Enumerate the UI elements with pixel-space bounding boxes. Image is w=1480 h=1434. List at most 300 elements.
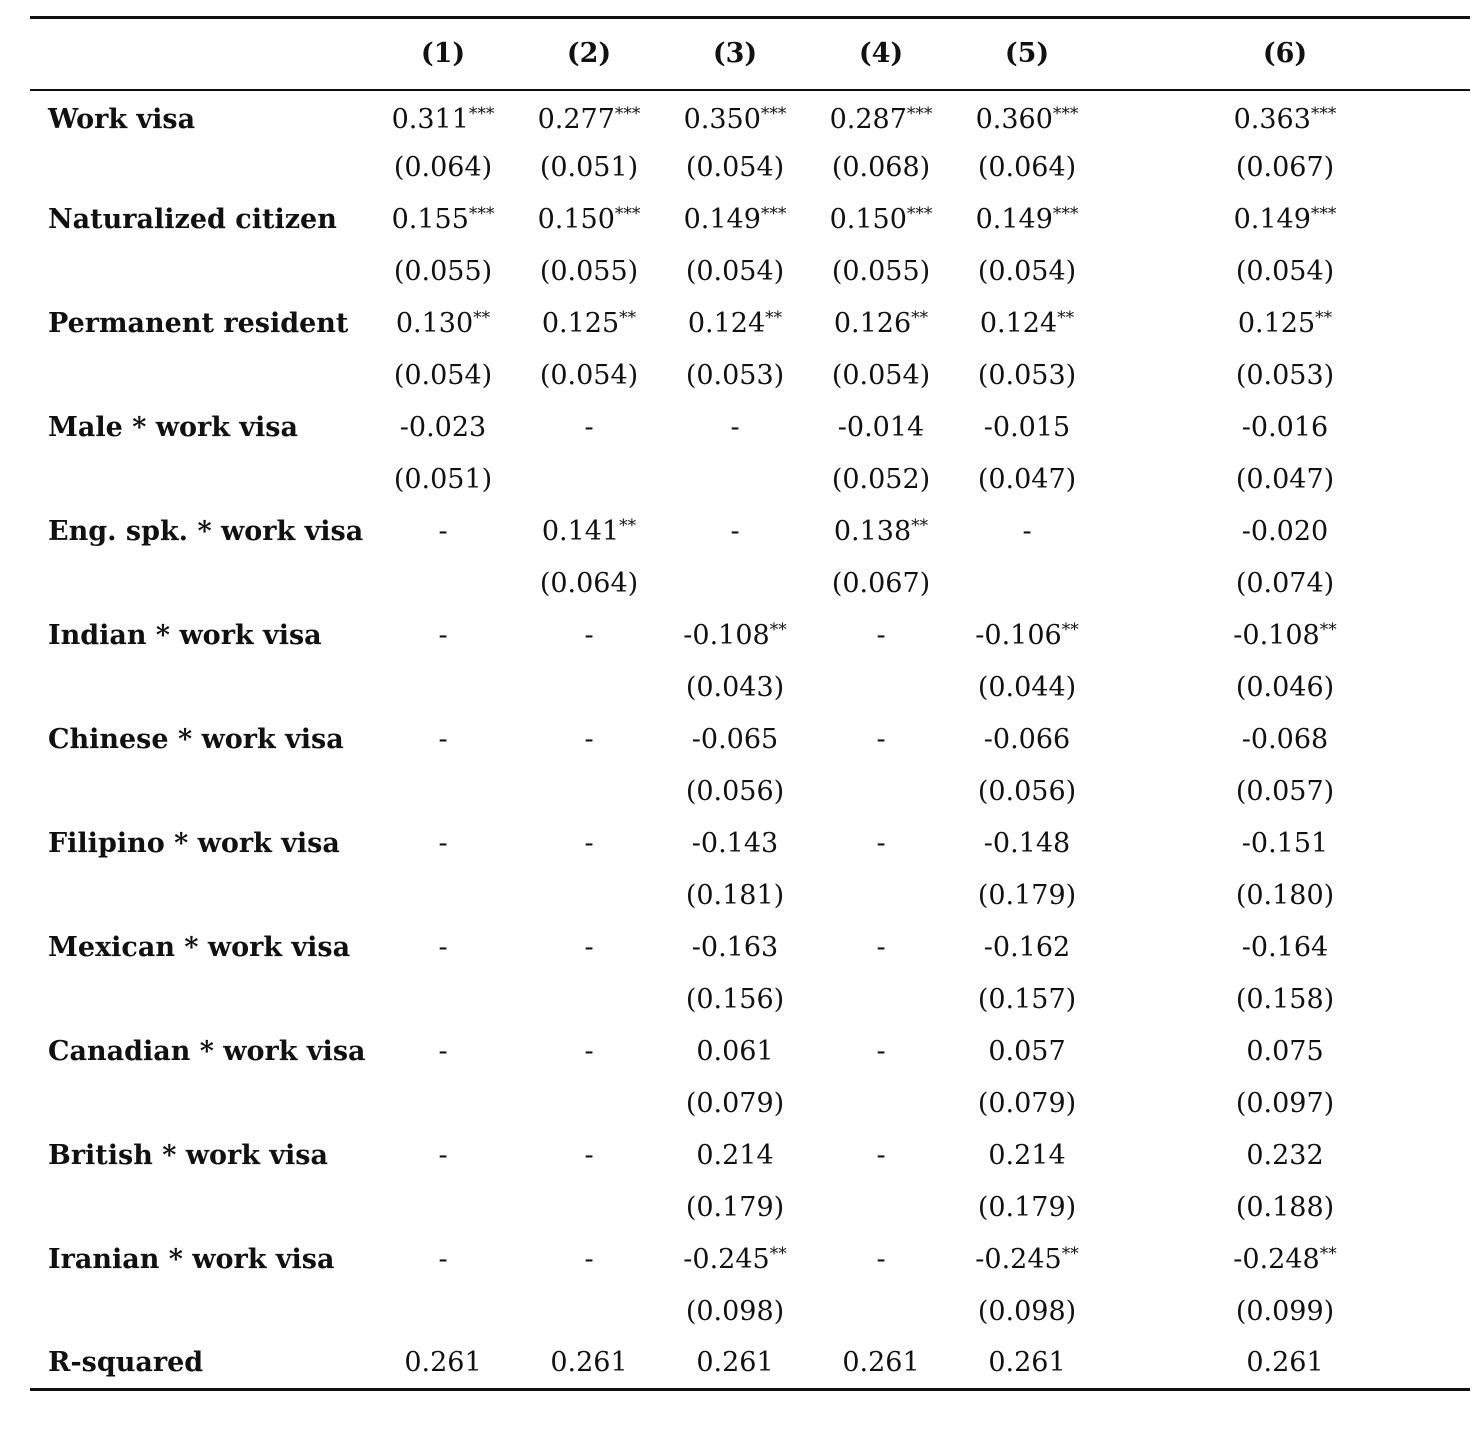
coefficient-cell [516, 298, 662, 350]
coef-row-naturalized-citizen [30, 194, 1470, 246]
row-label: Mexican * work visa [48, 932, 351, 963]
standard-error-cell [662, 558, 808, 610]
coefficient-cell [808, 90, 954, 142]
coefficient-value: 0.311 [391, 103, 469, 135]
standard-error-cell [516, 1182, 662, 1234]
coefficient-value: - [730, 412, 740, 443]
significance-stars: ** [473, 308, 491, 328]
coefficient-cell [954, 298, 1100, 350]
table-body [30, 90, 1470, 1390]
standard-error-cell: (0.157) [977, 984, 1077, 1015]
se-row-mexican-work-visa [30, 974, 1470, 1026]
coefficient-cell [370, 818, 516, 870]
significance-stars: *** [1052, 204, 1079, 224]
se-row-eng-spk-work-visa [30, 558, 1470, 610]
significance-stars: *** [906, 103, 933, 124]
standard-error-cell: (0.046) [1235, 672, 1335, 703]
coefficient-value: 0.130 [395, 308, 474, 339]
standard-error-cell: (0.052) [831, 464, 931, 495]
standard-error-cell: (0.054) [977, 256, 1077, 287]
coefficient-value: -0.164 [1241, 932, 1329, 963]
se-row-spacer [30, 142, 370, 194]
standard-error-cell [516, 454, 662, 506]
significance-stars: ** [1061, 620, 1079, 640]
coefficient-value: -0.248 [1233, 1244, 1320, 1275]
standard-error-cell: (0.098) [685, 1296, 785, 1327]
standard-error-cell [516, 870, 662, 922]
coefficient-value: - [438, 932, 448, 963]
significance-stars: ** [619, 516, 637, 536]
column-header-6: (6) [1262, 38, 1308, 70]
coefficient-cell [954, 1026, 1100, 1078]
coefficient-value: - [584, 724, 594, 755]
significance-stars: *** [468, 204, 495, 224]
coefficient-cell [808, 818, 954, 870]
coefficient-cell [370, 1026, 516, 1078]
coefficient-value: -0.023 [399, 412, 487, 443]
coefficient-cell [808, 714, 954, 766]
coefficient-value: -0.106 [975, 620, 1062, 651]
header-corner [30, 18, 370, 90]
coefficient-value: 0.149 [975, 204, 1053, 235]
standard-error-cell: (0.054) [685, 256, 785, 287]
standard-error-cell [808, 1078, 954, 1130]
coefficient-cell [1100, 1130, 1470, 1182]
coefficient-cell [370, 610, 516, 662]
coefficient-cell [662, 818, 808, 870]
coefficient-value: 0.124 [979, 308, 1058, 339]
significance-stars: *** [614, 204, 641, 224]
row-label: Chinese * work visa [48, 724, 344, 755]
coefficient-value: - [876, 620, 886, 651]
significance-stars: *** [1310, 103, 1337, 124]
significance-stars: ** [619, 308, 637, 328]
standard-error-cell: (0.051) [539, 152, 639, 183]
standard-error-cell: (0.044) [977, 672, 1077, 703]
coefficient-cell [516, 90, 662, 142]
coefficient-value: - [438, 1244, 448, 1275]
coef-row-work-visa [30, 90, 1470, 142]
se-row-spacer [30, 766, 370, 818]
coefficient-value: -0.143 [691, 828, 779, 859]
coefficient-value: 0.125 [1237, 308, 1316, 339]
standard-error-cell: (0.158) [1235, 984, 1335, 1015]
coef-row-british-work-visa [30, 1130, 1470, 1182]
standard-error-cell: (0.067) [1235, 152, 1335, 183]
coefficient-cell [516, 714, 662, 766]
coefficient-cell [662, 90, 808, 142]
row-label: Permanent resident [48, 308, 349, 339]
standard-error-cell [516, 662, 662, 714]
standard-error-cell: (0.054) [1235, 256, 1335, 287]
coefficient-cell [954, 1130, 1100, 1182]
coefficient-value: - [438, 828, 448, 859]
significance-stars: ** [1057, 308, 1075, 328]
coefficient-value: - [876, 1244, 886, 1275]
coefficient-cell [370, 714, 516, 766]
se-row-permanent-resident [30, 350, 1470, 402]
column-header-4: (4) [858, 38, 904, 70]
coefficient-cell [516, 506, 662, 558]
coefficient-value: -0.108 [683, 620, 770, 651]
coef-row-eng-spk-work-visa [30, 506, 1470, 558]
standard-error-cell: (0.053) [1235, 360, 1335, 391]
coefficient-value: - [438, 1140, 448, 1171]
standard-error-cell [516, 766, 662, 818]
significance-stars: *** [614, 103, 641, 124]
rsquared-value-6: 0.261 [1246, 1347, 1324, 1379]
coefficient-cell [516, 610, 662, 662]
coef-row-chinese-work-visa [30, 714, 1470, 766]
standard-error-cell: (0.097) [1235, 1088, 1335, 1119]
coefficient-value: - [584, 1036, 594, 1067]
coefficient-value: -0.020 [1241, 516, 1329, 547]
coefficient-cell [662, 506, 808, 558]
coefficient-cell [662, 402, 808, 454]
coefficient-value: - [584, 620, 594, 651]
significance-stars: ** [765, 308, 783, 328]
coefficient-value: - [438, 516, 448, 547]
coefficient-cell [808, 298, 954, 350]
coefficient-cell [1100, 90, 1470, 142]
coef-row-filipino-work-visa [30, 818, 1470, 870]
coefficient-cell [954, 90, 1100, 142]
se-row-spacer [30, 974, 370, 1026]
coefficient-value: 0.214 [988, 1140, 1066, 1171]
standard-error-cell [808, 974, 954, 1026]
coefficient-value: - [584, 412, 594, 443]
coefficient-value: - [876, 1036, 886, 1067]
coefficient-cell [662, 610, 808, 662]
regression-table-container [30, 16, 1462, 1391]
coefficient-cell [370, 506, 516, 558]
rsquared-row [30, 1338, 1470, 1390]
standard-error-cell: (0.064) [539, 568, 639, 599]
standard-error-cell: (0.047) [977, 464, 1077, 495]
significance-stars: ** [1315, 308, 1333, 328]
se-row-spacer [30, 662, 370, 714]
coefficient-cell [1100, 506, 1470, 558]
coefficient-value: 0.149 [683, 204, 761, 235]
standard-error-cell: (0.156) [685, 984, 785, 1015]
coefficient-value: 0.363 [1233, 103, 1311, 135]
coefficient-value: 0.125 [541, 308, 620, 339]
standard-error-cell: (0.043) [685, 672, 785, 703]
row-label: Iranian * work visa [48, 1244, 335, 1275]
coefficient-cell [808, 610, 954, 662]
coefficient-value: -0.016 [1241, 412, 1329, 443]
coefficient-value: - [584, 1140, 594, 1171]
coefficient-value: - [584, 828, 594, 859]
row-label: British * work visa [48, 1140, 329, 1171]
coefficient-cell [370, 1130, 516, 1182]
coefficient-value: 0.150 [829, 204, 907, 235]
se-row-british-work-visa [30, 1182, 1470, 1234]
coefficient-value: 0.138 [833, 516, 912, 547]
standard-error-cell [370, 662, 516, 714]
se-row-chinese-work-visa [30, 766, 1470, 818]
coefficient-cell [808, 1130, 954, 1182]
row-label: Eng. spk. * work visa [48, 516, 364, 547]
se-row-spacer [30, 870, 370, 922]
standard-error-cell: (0.179) [977, 880, 1077, 911]
coefficient-cell [662, 194, 808, 246]
coefficient-cell [1100, 1026, 1470, 1078]
coefficient-value: -0.245 [975, 1244, 1062, 1275]
coefficient-value: 0.124 [687, 308, 766, 339]
coefficient-value: - [438, 1036, 448, 1067]
standard-error-cell [516, 1078, 662, 1130]
coefficient-cell [516, 1130, 662, 1182]
coefficient-value: 0.360 [975, 103, 1053, 135]
coefficient-value: 0.232 [1246, 1140, 1324, 1171]
coefficient-value: 0.150 [537, 204, 615, 235]
significance-stars: ** [769, 1244, 787, 1264]
standard-error-cell: (0.079) [685, 1088, 785, 1119]
coef-row-permanent-resident [30, 298, 1470, 350]
coefficient-cell [1100, 1234, 1470, 1286]
se-row-work-visa [30, 142, 1470, 194]
standard-error-cell [808, 1182, 954, 1234]
coefficient-cell [662, 1234, 808, 1286]
se-row-filipino-work-visa [30, 870, 1470, 922]
significance-stars: *** [906, 204, 933, 224]
coefficient-value: - [438, 724, 448, 755]
rsquared-value-4: 0.261 [842, 1347, 920, 1379]
row-label: Filipino * work visa [48, 828, 340, 859]
coefficient-cell [808, 1234, 954, 1286]
coefficient-cell [662, 1130, 808, 1182]
coefficient-value: 0.075 [1246, 1036, 1324, 1067]
row-label: Male * work visa [48, 412, 298, 443]
standard-error-cell: (0.064) [977, 152, 1077, 183]
standard-error-cell: (0.055) [831, 256, 931, 287]
standard-error-cell: (0.054) [685, 152, 785, 183]
coefficient-value: - [1022, 516, 1032, 547]
coefficient-cell [370, 922, 516, 974]
coefficient-cell [808, 1026, 954, 1078]
coefficient-value: 0.061 [696, 1036, 774, 1067]
row-label: Canadian * work visa [48, 1036, 366, 1067]
regression-table [30, 16, 1470, 1391]
coefficient-value: 0.149 [1233, 204, 1311, 235]
coefficient-value: 0.350 [683, 103, 761, 135]
standard-error-cell: (0.057) [1235, 776, 1335, 807]
coefficient-value: -0.015 [983, 412, 1071, 443]
coefficient-cell [1100, 818, 1470, 870]
standard-error-cell [370, 766, 516, 818]
coefficient-cell [516, 922, 662, 974]
coefficient-cell [1100, 714, 1470, 766]
se-row-canadian-work-visa [30, 1078, 1470, 1130]
coefficient-value: - [438, 620, 448, 651]
coefficient-value: 0.155 [391, 204, 469, 235]
coefficient-value: - [876, 724, 886, 755]
coefficient-cell [954, 610, 1100, 662]
standard-error-cell: (0.067) [831, 568, 931, 599]
significance-stars: ** [769, 620, 787, 640]
coefficient-cell [954, 922, 1100, 974]
coefficient-cell [1100, 402, 1470, 454]
coefficient-value: -0.066 [983, 724, 1071, 755]
standard-error-cell: (0.098) [977, 1296, 1077, 1327]
coefficient-value: -0.065 [691, 724, 779, 755]
significance-stars: *** [1052, 103, 1079, 124]
standard-error-cell: (0.064) [393, 152, 493, 183]
standard-error-cell [808, 766, 954, 818]
coefficient-cell [516, 1234, 662, 1286]
coefficient-cell [1100, 298, 1470, 350]
standard-error-cell: (0.054) [539, 360, 639, 391]
column-header-3: (3) [712, 38, 758, 70]
significance-stars: *** [468, 103, 495, 124]
significance-stars: ** [1061, 1244, 1079, 1264]
coefficient-cell [808, 402, 954, 454]
se-row-spacer [30, 558, 370, 610]
standard-error-cell: (0.068) [831, 152, 931, 183]
significance-stars: *** [760, 204, 787, 224]
se-row-indian-work-visa [30, 662, 1470, 714]
rsquared-value-1: 0.261 [404, 1347, 482, 1379]
row-label: Indian * work visa [48, 620, 322, 651]
coefficient-cell [370, 402, 516, 454]
coefficient-value: 0.057 [988, 1036, 1066, 1067]
standard-error-cell [370, 870, 516, 922]
se-row-iranian-work-visa [30, 1286, 1470, 1338]
standard-error-cell: (0.188) [1235, 1192, 1335, 1223]
significance-stars: *** [760, 103, 787, 124]
header-row [30, 18, 1470, 90]
coefficient-cell [370, 1234, 516, 1286]
se-row-spacer [30, 1182, 370, 1234]
coefficient-cell [954, 1234, 1100, 1286]
coefficient-value: 0.126 [833, 308, 912, 339]
column-header-2: (2) [566, 38, 612, 70]
standard-error-cell: (0.054) [831, 360, 931, 391]
se-row-male-work-visa [30, 454, 1470, 506]
standard-error-cell: (0.056) [685, 776, 785, 807]
standard-error-cell [808, 870, 954, 922]
coefficient-value: - [876, 828, 886, 859]
standard-error-cell: (0.056) [977, 776, 1077, 807]
coefficient-value: -0.148 [983, 828, 1071, 859]
standard-error-cell [370, 1078, 516, 1130]
standard-error-cell [516, 974, 662, 1026]
rsquared-label: R-squared [48, 1347, 204, 1379]
se-row-spacer [30, 1286, 370, 1338]
coefficient-cell [1100, 922, 1470, 974]
coef-row-iranian-work-visa [30, 1234, 1470, 1286]
standard-error-cell: (0.055) [539, 256, 639, 287]
coefficient-cell [516, 194, 662, 246]
standard-error-cell [370, 1182, 516, 1234]
coefficient-value: -0.068 [1241, 724, 1329, 755]
standard-error-cell [370, 974, 516, 1026]
coefficient-value: - [584, 1244, 594, 1275]
coefficient-cell [370, 90, 516, 142]
coefficient-cell [662, 298, 808, 350]
standard-error-cell [808, 662, 954, 714]
table-header [30, 18, 1470, 90]
coefficient-value: - [876, 1140, 886, 1171]
coefficient-cell [370, 194, 516, 246]
coefficient-cell [808, 922, 954, 974]
coefficient-cell [516, 818, 662, 870]
se-row-naturalized-citizen [30, 246, 1470, 298]
column-header-1: (1) [420, 38, 466, 70]
coefficient-cell [954, 194, 1100, 246]
se-row-spacer [30, 246, 370, 298]
coefficient-cell [954, 402, 1100, 454]
standard-error-cell: (0.055) [393, 256, 493, 287]
se-row-spacer [30, 454, 370, 506]
coefficient-cell [808, 506, 954, 558]
standard-error-cell: (0.053) [977, 360, 1077, 391]
standard-error-cell [662, 454, 808, 506]
coefficient-cell [954, 818, 1100, 870]
coefficient-value: -0.162 [983, 932, 1071, 963]
standard-error-cell: (0.179) [977, 1192, 1077, 1223]
significance-stars: ** [911, 516, 929, 536]
coefficient-value: 0.287 [829, 103, 907, 135]
significance-stars: *** [1310, 204, 1337, 224]
coefficient-value: -0.108 [1233, 620, 1320, 651]
standard-error-cell: (0.054) [393, 360, 493, 391]
standard-error-cell [370, 1286, 516, 1338]
standard-error-cell [954, 558, 1100, 610]
coefficient-cell [516, 1026, 662, 1078]
coef-row-male-work-visa [30, 402, 1470, 454]
se-row-spacer [30, 350, 370, 402]
coefficient-value: 0.214 [696, 1140, 774, 1171]
row-label: Naturalized citizen [48, 204, 337, 235]
coefficient-cell [808, 194, 954, 246]
coefficient-value: - [584, 932, 594, 963]
standard-error-cell: (0.074) [1235, 568, 1335, 599]
coefficient-cell [516, 402, 662, 454]
coefficient-cell [1100, 194, 1470, 246]
coefficient-value: -0.014 [837, 412, 925, 443]
coefficient-value: -0.163 [691, 932, 779, 963]
significance-stars: ** [1319, 620, 1337, 640]
standard-error-cell: (0.051) [393, 464, 493, 495]
standard-error-cell: (0.179) [685, 1192, 785, 1223]
coefficient-value: - [876, 932, 886, 963]
coefficient-cell [662, 1026, 808, 1078]
coefficient-cell [1100, 610, 1470, 662]
coefficient-value: 0.277 [537, 103, 615, 135]
coefficient-cell [954, 714, 1100, 766]
coefficient-cell [954, 506, 1100, 558]
se-row-spacer [30, 1078, 370, 1130]
coefficient-value: - [730, 516, 740, 547]
coefficient-value: -0.245 [683, 1244, 770, 1275]
rsquared-value-3: 0.261 [696, 1347, 774, 1379]
standard-error-cell: (0.181) [685, 880, 785, 911]
coefficient-cell [662, 922, 808, 974]
significance-stars: ** [911, 308, 929, 328]
coef-row-canadian-work-visa [30, 1026, 1470, 1078]
column-header-5: (5) [1004, 38, 1050, 70]
coefficient-value: 0.141 [541, 516, 620, 547]
standard-error-cell [516, 1286, 662, 1338]
standard-error-cell: (0.053) [685, 360, 785, 391]
significance-stars: ** [1319, 1244, 1337, 1264]
standard-error-cell [370, 558, 516, 610]
coefficient-value: -0.151 [1241, 828, 1329, 859]
standard-error-cell: (0.180) [1235, 880, 1335, 911]
coef-row-indian-work-visa [30, 610, 1470, 662]
